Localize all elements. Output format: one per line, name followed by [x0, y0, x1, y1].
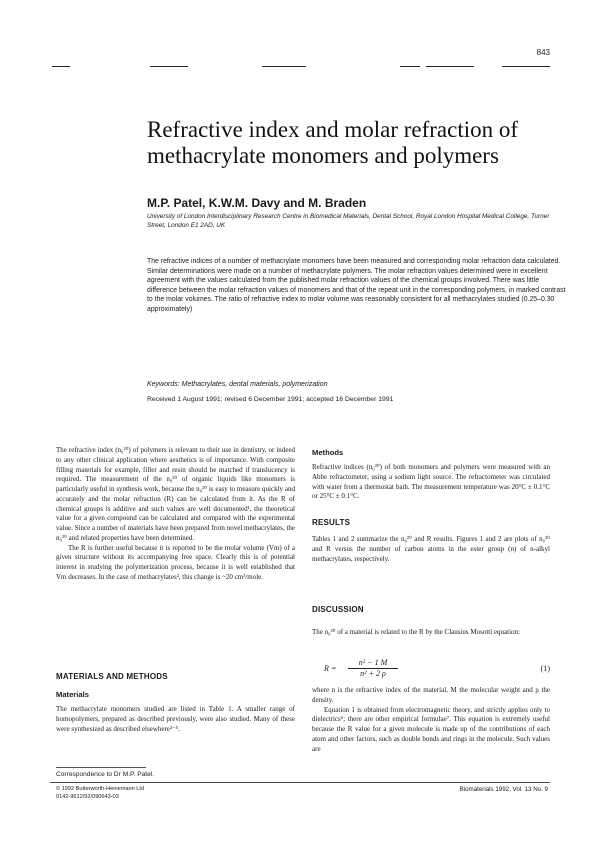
left-column [56, 446, 295, 583]
discussion-paragraph-2: where n is the refractive index of the material, M the molecular weight and ρ the density. [312, 686, 550, 704]
journal-citation: Biomaterials 1992, Vol. 13 No. 9 [459, 786, 548, 793]
article-affiliation: University of London Interdisciplinary Research Centre in Biomedical Materials, Dental School, Royal London Hospital Medical College, Turner Street, London E1 2AD, UK [147, 213, 550, 229]
page-number: 843 [536, 48, 550, 57]
equation-fraction [348, 658, 398, 678]
discussion-block-2 [312, 686, 550, 754]
methods-block [312, 463, 550, 502]
article-keywords: Keywords: Methacrylates, dental materials, polymerization [147, 381, 328, 388]
header-rule-4 [400, 66, 420, 67]
intro-paragraph-2: The R is further useful because it is reported to be the molar volume (Vm) of a given structure without its accompanying free space. Clearly this is of potential interest in studying the polymerization process, because it is well established that Vm decreases. In the case of methacrylates², this change is ~20 cm³/mole. [56, 543, 295, 581]
heading-discussion: DISCUSSION [312, 605, 364, 614]
clausius-mosotti-equation [312, 658, 550, 682]
header-rule-1 [52, 66, 70, 67]
methods-paragraph: Refractive indices (n₀²⁰) of both monomers and polymers were measured with an Abbe refractometer, using a sodium light source. The refractometer was circulated with water from a thermostat bath. The measurement temperature was 20°C ± 0.1°C or 25°C ± 0.1°C. [312, 463, 550, 501]
header-rule-6 [502, 66, 550, 67]
heading-results: RESULTS [312, 518, 351, 527]
equation-numerator: n² − 1 M [348, 658, 398, 669]
heading-materials-methods: MATERIALS AND METHODS [56, 672, 168, 681]
discussion-paragraph-1: The n₀²⁰ of a material is related to the R by the Clausius Mosotti equation: [312, 628, 520, 636]
article-received: Received 1 August 1991; revised 6 December 1991; accepted 16 December 1991 [147, 396, 394, 403]
copyright-line-1: © 1992 Butterworth-Heinemann Ltd [56, 786, 145, 792]
footnote-rule [56, 767, 146, 768]
footer-rule [50, 782, 550, 783]
article-abstract: The refractive indices of a number of methacrylate monomers have been measured and corresponding molar refraction data calculated. Similar determinations were made on a number of methacrylate polymers. The molar refraction values determined were in excellent agreement with the values calculated from the published molar refraction values of the chemical groups involved. There was little difference between the molar refraction values of monomers and that of the repeat unit in the corresponding polymers, in marked contrast to the molar volumes. The ratio of refractive index to molar volume was reasonably consistent for all methacrylates studied (0.25–0.30 approximately) [147, 258, 566, 313]
article-authors: M.P. Patel, K.W.M. Davy and M. Braden [147, 196, 367, 210]
discussion-block-1 [312, 628, 550, 638]
header-rule-3 [262, 66, 306, 67]
equation-denominator: n² + 2 ρ [360, 669, 386, 678]
results-paragraph: Tables 1 and 2 summarize the n₀²⁰ and R results. Figures 1 and 2 are plots of n₀²⁰ and R versus the number of carbon atoms in the ester group (n) of n-alkyl methacrylates, respectively. [312, 535, 550, 563]
subheading-materials: Materials [56, 690, 89, 699]
equation-label: (1) [540, 664, 550, 673]
copyright [56, 786, 144, 801]
copyright-line-2: 0142-9612/92/090643-03 [56, 793, 119, 800]
equation-lhs: R = [324, 664, 337, 673]
subheading-methods: Methods [312, 448, 344, 457]
header-rule-5 [426, 66, 474, 67]
correspondence: Correspondence to Dr M.P. Patel. [56, 771, 155, 778]
header-rule-2 [150, 66, 188, 67]
article-title: Refractive index and molar refraction of methacrylate monomers and polymers [147, 117, 519, 168]
intro-paragraph-1: The refractive index (n₀²⁰) of polymers is relevant to their use in dentistry, or indeed to any other clinical application where aesthetics is of importance. With composite filling materials for example, filler and resin should be matched if translucency is required. The measurement of the n₀²⁰ of organic liquids like monomers is particularly useful in synthesis work, because the n₀²⁰ is easy to measure quickly and accurately and the molar refraction (R) can be calculated from it. As the R of chemical groups is additive and such values are well documented¹, the theoretical value for a given compound can be calculated and compared with the experimental value. Since a number of materials have been prepared from novel methacrylates, the n₀²⁰ and related properties have been determined. [56, 446, 295, 542]
materials-paragraph: The methacrylate monomers studied are listed in Table 1. A smaller range of homopolymers, prepared as described previously, were also studied. Many of these were synthesized as described elsewhere³⁻⁵. [56, 705, 295, 733]
discussion-paragraph-3: Equation 1 is obtained from electromagnetic theory, and strictly applies only to dielectrics⁶; there are other empirical formulae⁷. This equation is extremely useful because the R value for a given molecule is made up of the contributions of each atom and other factors, such as double bonds and rings in the molecule. Such values are [312, 705, 550, 753]
results-block [312, 535, 550, 564]
materials-paragraph-block [56, 705, 295, 734]
